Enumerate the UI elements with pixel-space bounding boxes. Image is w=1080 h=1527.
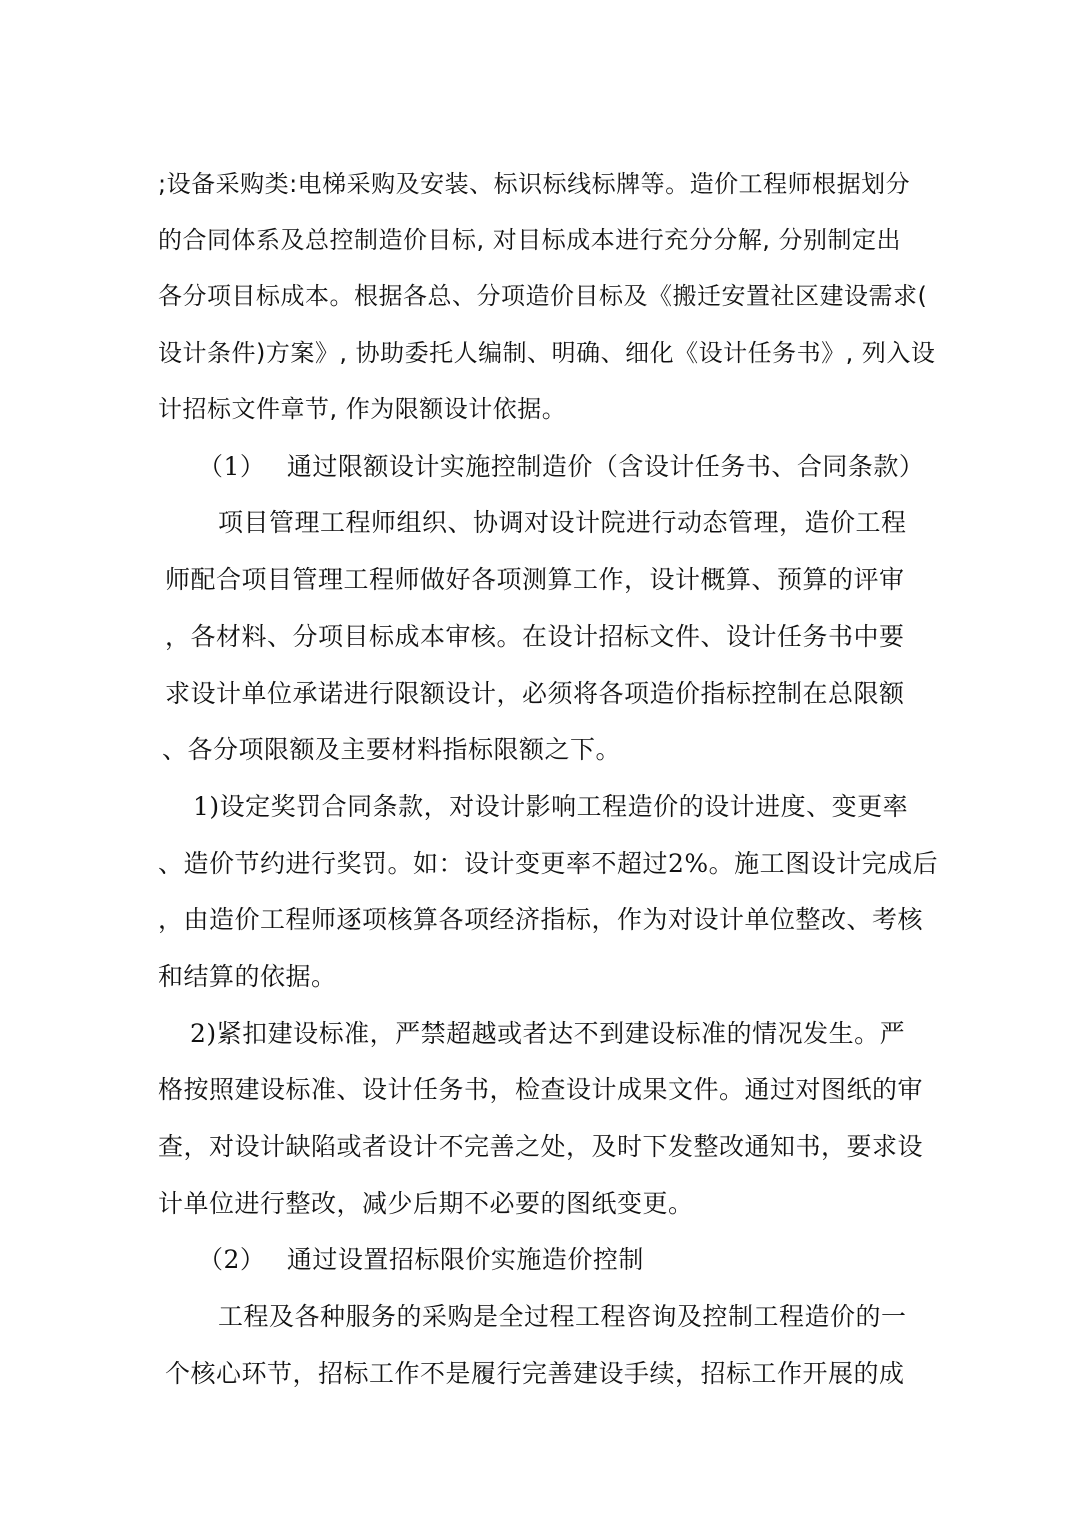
- text-line-18: 查，对设计缺陷或者设计不完善之处，及时下发整改通知书，要求设: [158, 1132, 924, 1161]
- text-line-2: 的合同体系及总控制造价目标, 对目标成本进行充分分解, 分别制定出: [158, 226, 902, 254]
- text-line-1: ;设备采购类:电梯采购及安装、标识标线标牌等。造价工程师根据划分: [158, 170, 911, 198]
- text-line-19: 计单位进行整改，减少后期不必要的图纸变更。: [158, 1189, 694, 1218]
- text-line-15: 和结算的依据。: [158, 962, 337, 991]
- text-line-21: 工程及各种服务的采购是全过程工程咨询及控制工程造价的一: [218, 1302, 907, 1331]
- text-line-9: ，各材料、分项目标成本审核。在设计招标文件、设计任务书中要: [165, 622, 905, 651]
- section-heading-1: （1） 通过限额设计实施控制造价（含设计任务书、合同条款）: [198, 452, 925, 481]
- text-line-22: 个核心环节，招标工作不是履行完善建设手续，招标工作开展的成: [165, 1359, 905, 1388]
- section-heading-2: （2） 通过设置招标限价实施造价控制: [198, 1245, 644, 1274]
- text-line-16: 2)紧扣建设标准，严禁超越或者达不到建设标准的情况发生。严: [190, 1019, 906, 1048]
- text-line-12: 1)设定奖罚合同条款，对设计影响工程造价的设计进度、变更率: [193, 792, 909, 821]
- text-line-17: 格按照建设标准、设计任务书，检查设计成果文件。通过对图纸的审: [158, 1075, 924, 1104]
- text-line-8: 师配合项目管理工程师做好各项测算工作，设计概算、预算的评审: [165, 565, 905, 594]
- text-line-3: 各分项目标成本。根据各总、分项造价目标及《搬迁安置社区建设需求(: [158, 282, 928, 310]
- text-line-13: 、造价节约进行奖罚。如：设计变更率不超过2%。施工图设计完成后: [158, 849, 939, 878]
- text-line-14: ，由造价工程师逐项核算各项经济指标，作为对设计单位整改、考核: [158, 905, 924, 934]
- text-line-4: 设计条件)方案》, 协助委托人编制、明确、细化《设计任务书》, 列入设: [158, 339, 936, 367]
- text-line-10: 求设计单位承诺进行限额设计，必须将各项造价指标控制在总限额: [165, 679, 905, 708]
- text-line-5: 计招标文件章节, 作为限额设计依据。: [158, 395, 567, 423]
- text-line-7: 项目管理工程师组织、协调对设计院进行动态管理，造价工程: [218, 508, 907, 537]
- text-line-11: 、各分项限额及主要材料指标限额之下。: [162, 735, 622, 764]
